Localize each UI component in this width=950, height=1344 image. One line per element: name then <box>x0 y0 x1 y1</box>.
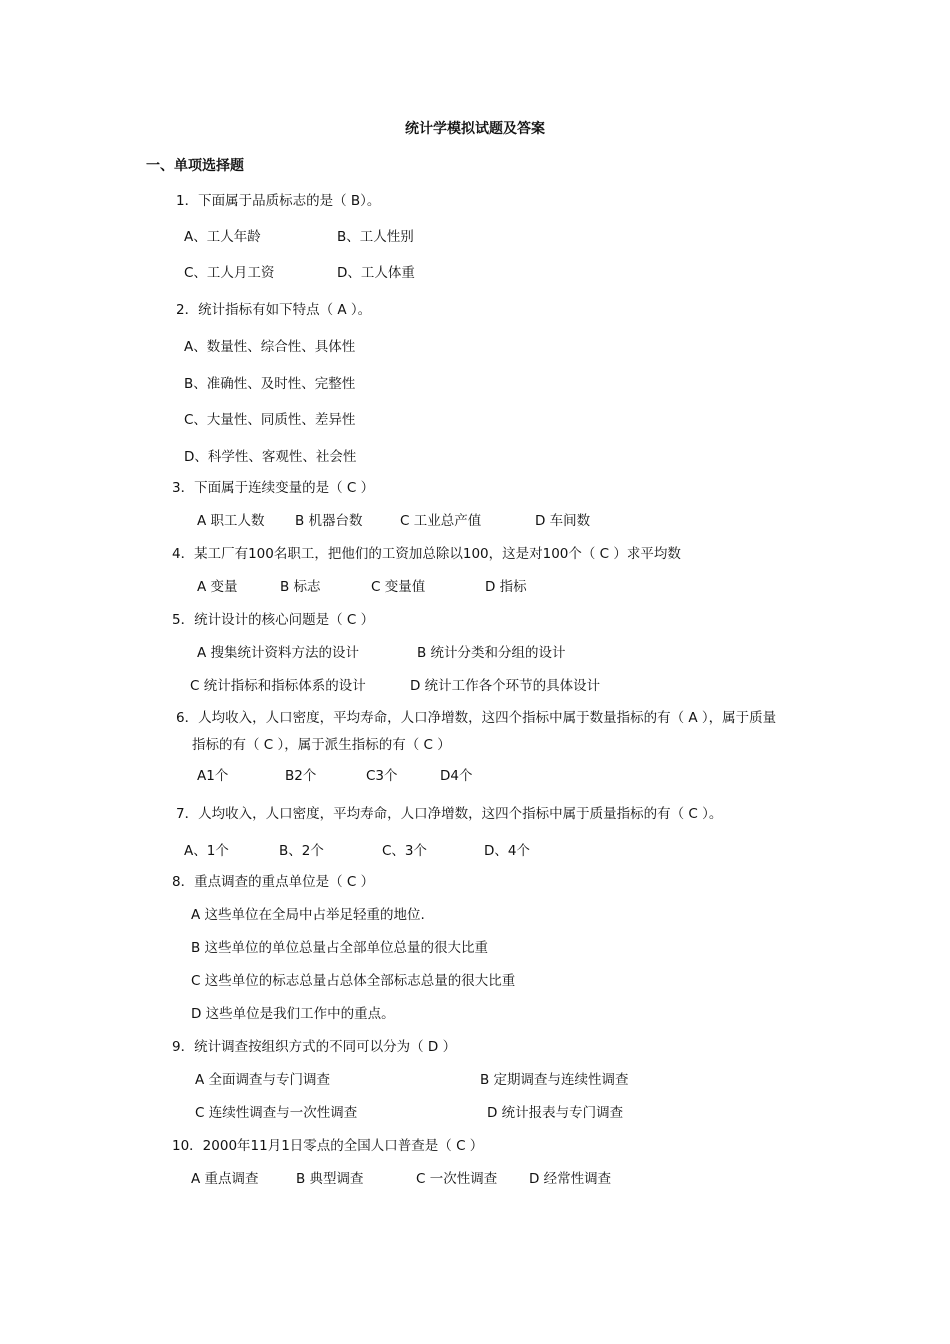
q9-option-d: D 统计报表与专门调查 <box>487 1105 624 1121</box>
q7-option-a: A、1个 <box>184 843 229 859</box>
q6-option-c: C3个 <box>366 768 398 784</box>
question-2: 2．统计指标有如下特点（ A ）。 <box>176 302 372 318</box>
q3-option-b: B 机器台数 <box>295 513 363 529</box>
q9-option-a: A 全面调查与专门调查 <box>195 1072 331 1088</box>
q4-option-a: A 变量 <box>197 579 238 595</box>
q8-option-c: C 这些单位的标志总量占总体全部标志总量的很大比重 <box>191 973 516 989</box>
q8-option-a: A 这些单位在全局中占举足轻重的地位. <box>191 907 425 923</box>
q5-option-c: C 统计指标和指标体系的设计 <box>190 678 366 694</box>
q1-option-c: C、工人月工资 <box>184 265 275 281</box>
q6-option-a: A1个 <box>197 768 229 784</box>
question-9: 9．统计调查按组织方式的不同可以分为（ D ） <box>172 1039 457 1055</box>
question-6-line-2: 指标的有（ C ），属于派生指标的有（ C ） <box>192 737 451 753</box>
q2-option-a: A、数量性、综合性、具体性 <box>184 339 356 355</box>
q3-option-c: C 工业总产值 <box>400 513 482 529</box>
q1-option-b: B、工人性别 <box>337 229 414 245</box>
question-5: 5．统计设计的核心问题是（ C ） <box>172 612 375 628</box>
question-6-line-1: 6．人均收入，人口密度，平均寿命，人口净增数，这四个指标中属于数量指标的有（ A ），属于质量 <box>176 710 777 726</box>
q9-option-b: B 定期调查与连续性调查 <box>480 1072 629 1088</box>
document-title: 统计学模拟试题及答案 <box>405 121 545 137</box>
question-4: 4．某工厂有100名职工，把他们的工资加总除以100，这是对100个（ C ）求平均数 <box>172 546 681 562</box>
q4-option-d: D 指标 <box>485 579 527 595</box>
q5-option-d: D 统计工作各个环节的具体设计 <box>410 678 601 694</box>
q1-option-d: D、工人体重 <box>337 265 415 281</box>
q8-option-b: B 这些单位的单位总量占全部单位总量的很大比重 <box>191 940 489 956</box>
q5-option-a: A 搜集统计资料方法的设计 <box>197 645 360 661</box>
section-heading: 一、单项选择题 <box>146 158 244 174</box>
q7-option-d: D、4个 <box>484 843 530 859</box>
q7-option-c: C、3个 <box>382 843 428 859</box>
q10-option-c: C 一次性调查 <box>416 1171 498 1187</box>
q3-option-d: D 车间数 <box>535 513 591 529</box>
question-8: 8．重点调查的重点单位是（ C ） <box>172 874 375 890</box>
q6-option-b: B2个 <box>285 768 317 784</box>
q2-option-d: D、科学性、客观性、社会性 <box>184 449 357 465</box>
q2-option-c: C、大量性、同质性、差异性 <box>184 412 356 428</box>
q3-option-a: A 职工人数 <box>197 513 265 529</box>
q8-option-d: D 这些单位是我们工作中的重点。 <box>191 1006 395 1022</box>
question-7: 7．人均收入，人口密度，平均寿命，人口净增数，这四个指标中属于质量指标的有（ C ）。 <box>176 806 723 822</box>
question-3: 3．下面属于连续变量的是（ C ） <box>172 480 375 496</box>
q10-option-a: A 重点调查 <box>191 1171 259 1187</box>
q5-option-b: B 统计分类和分组的设计 <box>417 645 566 661</box>
q6-option-d: D4个 <box>440 768 473 784</box>
q1-option-a: A、工人年龄 <box>184 229 261 245</box>
q4-option-b: B 标志 <box>280 579 321 595</box>
question-1: 1．下面属于品质标志的是（ B）。 <box>176 193 381 209</box>
q7-option-b: B、2个 <box>279 843 324 859</box>
q10-option-d: D 经常性调查 <box>529 1171 612 1187</box>
q4-option-c: C 变量值 <box>371 579 426 595</box>
q2-option-b: B、准确性、及时性、完整性 <box>184 376 356 392</box>
q9-option-c: C 连续性调查与一次性调查 <box>195 1105 358 1121</box>
question-10: 10．2000年11月1日零点的全国人口普查是（ C ） <box>172 1138 484 1154</box>
q10-option-b: B 典型调查 <box>296 1171 364 1187</box>
